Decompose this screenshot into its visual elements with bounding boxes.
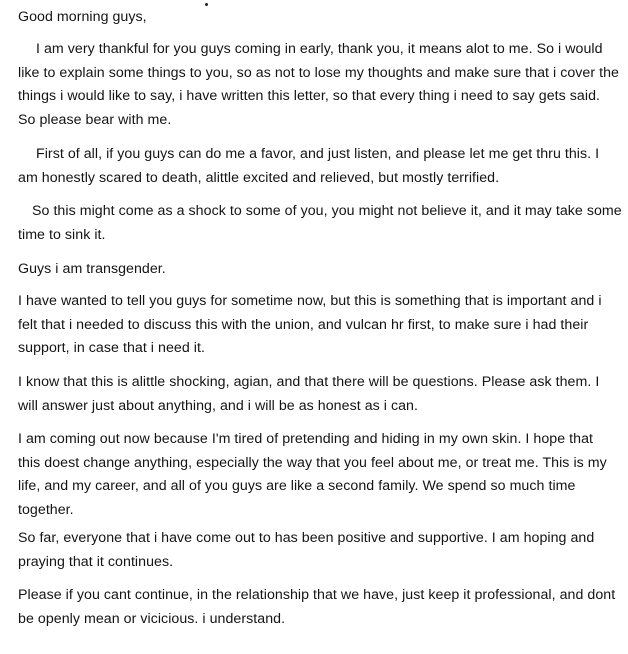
letter-line: So far, everyone that i have come out to has been positive and supportive. I am hoping and [18,530,595,546]
letter-line: Good morning guys, [18,9,147,25]
letter-paragraph-8 [18,527,618,574]
letter-paragraph-7 [18,428,618,522]
letter-line: So please bear with me. [18,111,172,128]
letter-line: will answer just about anything, and i will be as honest as i can. [18,397,418,414]
letter-line: life, and my career, and all of you guys are like a second family. We spend so much time [18,478,576,494]
letter-line: like to explain some things to you, so as not to lose my thoughts and make sure that i cover the [18,64,619,81]
letter-line: praying that it continues. [18,553,174,570]
letter-paragraph-2 [18,143,618,190]
letter-line: support, in case that i need it. [18,340,205,356]
letter-page [18,0,622,654]
letter-line: be openly mean or vicicious. i understand. [18,610,286,627]
letter-line: So this might come as a shock to some of you, you might not believe it, and it may take some [32,203,622,219]
letter-line: felt that i needed to discuss this with the union, and vulcan hr first, to make sure i had their [18,316,589,333]
letter-paragraph-6 [18,371,618,418]
letter-paragraph-1 [18,38,618,132]
letter-line: I know that this is alittle shocking, agian, and that there will be questions. Please ask them. I [18,374,600,390]
letter-line: Guys i am transgender. [18,261,166,277]
letter-line: things i would like to say, i have written this letter, so that every thing i need to say gets said. [18,88,600,104]
letter-paragraph-5 [18,290,618,361]
letter-paragraph-4 [18,258,618,282]
letter-paragraph-3 [18,200,622,247]
letter-line: am honestly scared to death, alittle excited and relieved, but mostly terrified. [18,169,500,186]
letter-line: Please if you cant continue, in the relationship that we have, just keep it professional, and dont [18,587,616,603]
letter-line: this doest change anything, especially the way that you feel about me, or treat me. This is my [18,454,607,471]
letter-line: I am very thankful for you guys coming in early, thank you, it means alot to me. So i would [36,41,603,57]
letter-paragraph-9 [18,584,618,631]
letter-line: First of all, if you guys can do me a favor, and just listen, and please let me get thru this. I [36,146,600,162]
letter-line: time to sink it. [18,226,106,243]
letter-line: I have wanted to tell you guys for sometime now, but this is something that is important and i [18,293,602,309]
letter-line: I am coming out now because I'm tired of pretending and hiding in my own skin. I hope that [18,431,594,447]
letter-line: together. [18,501,74,518]
letter-greeting [18,6,618,30]
